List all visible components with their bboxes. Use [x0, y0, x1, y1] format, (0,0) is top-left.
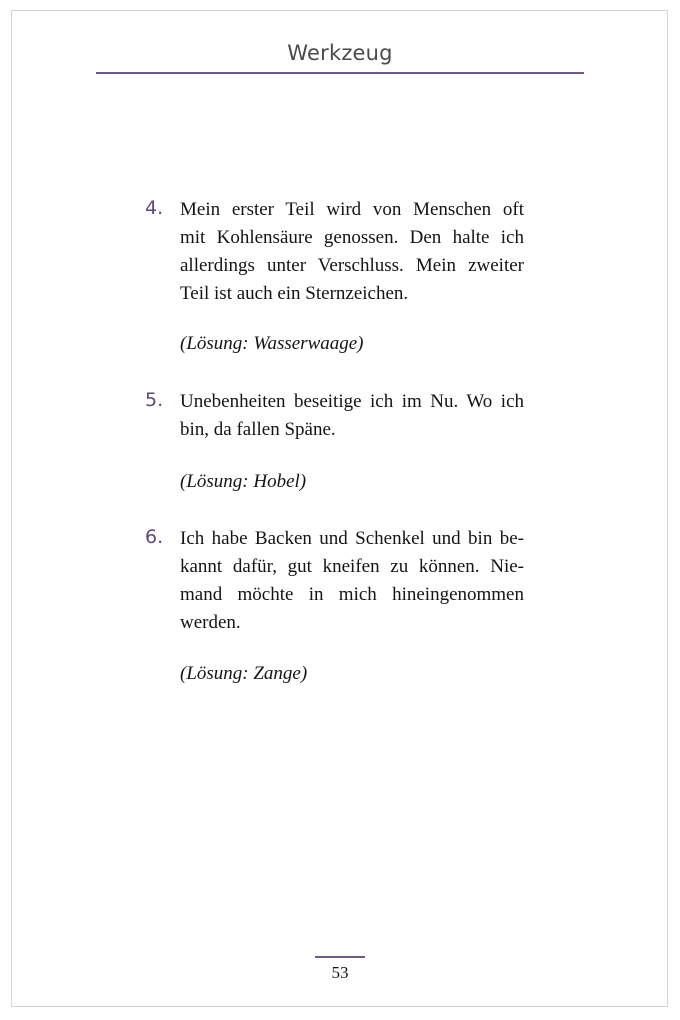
riddle-number: 6.: [145, 526, 164, 548]
riddle-solution: (Lösung: Wasserwaage): [180, 333, 364, 354]
riddle-number: 4.: [145, 197, 164, 219]
header-divider: [96, 72, 584, 74]
book-page: [11, 10, 668, 1007]
riddle-text-line: Mein erster Teil wird von Menschen oft: [180, 199, 524, 220]
riddle-text-line: allerdings unter Verschluss. Mein zweiter: [180, 255, 524, 276]
running-head-title: Werkzeug: [287, 41, 393, 65]
riddle-solution: (Lösung: Hobel): [180, 471, 307, 492]
riddle-text-line: Teil ist auch ein Sternzeichen.: [180, 283, 409, 304]
riddle-solution: (Lösung: Zange): [180, 663, 308, 684]
footer-divider: [315, 956, 365, 958]
riddle-text-line: Ich habe Backen und Schenkel und bin be-: [180, 528, 524, 549]
riddle-text: [180, 388, 524, 444]
riddle-text-line: Unebenheiten beseitige ich im Nu. Wo ich: [180, 391, 524, 412]
riddle-text: [180, 196, 524, 308]
page-number: 53: [331, 963, 349, 982]
riddle-text-line: kannt dafür, gut kneifen zu können. Nie-: [180, 556, 524, 577]
riddle-text-line: mand möchte in mich hineingenommen: [180, 584, 524, 605]
riddle-text-line: werden.: [180, 612, 241, 633]
riddle-text-line: bin, da fallen Späne.: [180, 419, 336, 440]
riddle-text: [180, 525, 524, 637]
riddle-number: 5.: [145, 389, 164, 411]
riddle-text-line: mit Kohlensäure genossen. Den halte ich: [180, 227, 524, 248]
